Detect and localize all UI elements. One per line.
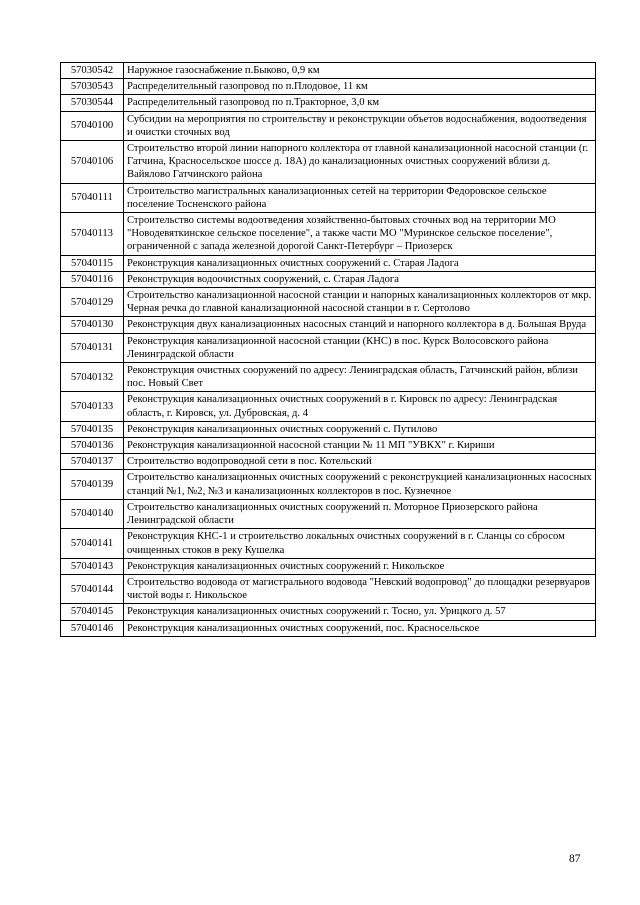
table-row xyxy=(61,255,596,271)
table-body xyxy=(61,63,596,637)
table-row xyxy=(61,421,596,437)
row-code: 57040141 xyxy=(61,529,124,558)
row-code: 57040139 xyxy=(61,470,124,499)
row-code: 57040131 xyxy=(61,333,124,362)
row-code: 57040140 xyxy=(61,499,124,528)
row-name: Строительство водопроводной сети в пос. Котельский xyxy=(124,454,596,470)
table-row xyxy=(61,288,596,317)
row-code: 57040133 xyxy=(61,392,124,421)
row-code: 57040143 xyxy=(61,558,124,574)
table-row xyxy=(61,271,596,287)
row-name: Реконструкция канализационных очистных сооружений, пос. Красносельское xyxy=(124,620,596,636)
row-code: 57040144 xyxy=(61,574,124,603)
table-row xyxy=(61,470,596,499)
row-code: 57040135 xyxy=(61,421,124,437)
table-row xyxy=(61,574,596,603)
table-row xyxy=(61,213,596,256)
row-name: Реконструкция водоочистных сооружений, с. Старая Ладога xyxy=(124,271,596,287)
table-row xyxy=(61,183,596,212)
row-name: Строительство водовода от магистрального водовода "Невский водопровод" до площадки резервуаров чистой воды г. Никольское xyxy=(124,574,596,603)
table-row xyxy=(61,111,596,140)
row-code: 57040132 xyxy=(61,363,124,392)
row-name: Реконструкция канализационных очистных сооружений с. Старая Ладога xyxy=(124,255,596,271)
table-row xyxy=(61,392,596,421)
row-code: 57030544 xyxy=(61,95,124,111)
row-name: Субсидии на мероприятия по строительству и реконструкции объетов водоснабжения, водоотведения и очистки сточных вод xyxy=(124,111,596,140)
row-code: 57040106 xyxy=(61,141,124,184)
row-name: Строительство системы водоотведения хозяйственно-бытовых сточных вод на территории МО "Новодевяткинское сельское поселение", а также части МО "Муринское сельское поселение", ограниченной с запада железной дорогой Санкт-Петербург – Приозерск xyxy=(124,213,596,256)
row-code: 57040116 xyxy=(61,271,124,287)
row-code: 57040137 xyxy=(61,454,124,470)
row-code: 57040111 xyxy=(61,183,124,212)
row-name: Наружное газоснабжение п.Быково, 0,9 км xyxy=(124,63,596,79)
table-row xyxy=(61,363,596,392)
row-name: Распределительный газопровод по п.Тракторное, 3,0 км xyxy=(124,95,596,111)
row-name: Реконструкция канализационной насосной станции № 11 МП "УВКХ" г. Кириши xyxy=(124,438,596,454)
table-row xyxy=(61,317,596,333)
row-code: 57030543 xyxy=(61,79,124,95)
row-code: 57040115 xyxy=(61,255,124,271)
row-name: Реконструкция двух канализационных насосных станций и напорного коллектора в д. Большая Вруда xyxy=(124,317,596,333)
row-name: Реконструкция канализационных очистных сооружений с. Путилово xyxy=(124,421,596,437)
row-name: Распределительный газопровод по п.Плодовое, 11 км xyxy=(124,79,596,95)
table-row xyxy=(61,438,596,454)
table-row xyxy=(61,79,596,95)
row-code: 57030542 xyxy=(61,63,124,79)
row-code: 57040129 xyxy=(61,288,124,317)
table-row xyxy=(61,620,596,636)
row-name: Строительство канализационных очистных сооружений с реконструкцией канализационных насосных станций №1, №2, №3 и канализационных коллекторов в пос. Кузнечное xyxy=(124,470,596,499)
budget-items-table xyxy=(60,62,596,637)
row-name: Реконструкция канализационной насосной станции (КНС) в пос. Курск Волосовского района Ленинградской области xyxy=(124,333,596,362)
row-name: Строительство магистральных канализационных сетей на территории Федоровское сельское поселение Тосненского района xyxy=(124,183,596,212)
table-row xyxy=(61,333,596,362)
table-row xyxy=(61,141,596,184)
table-row xyxy=(61,63,596,79)
table-row xyxy=(61,558,596,574)
row-code: 57040130 xyxy=(61,317,124,333)
row-name: Реконструкция КНС-1 и строительство локальных очистных сооружений в г. Сланцы со сбросом очищенных стоков в реку Кушелка xyxy=(124,529,596,558)
row-name: Строительство второй линии напорного коллектора от главной канализационной насосной станции (г. Гатчина, Красносельское шоссе д. 18А) до канализационных очистных сооружений вблизи д. Вайялово Гатчинского района xyxy=(124,141,596,184)
row-code: 57040136 xyxy=(61,438,124,454)
row-code: 57040100 xyxy=(61,111,124,140)
table-row xyxy=(61,454,596,470)
table-row xyxy=(61,529,596,558)
row-code: 57040146 xyxy=(61,620,124,636)
row-name: Строительство канализационной насосной станции и напорных канализационных коллекторов от мкр. Черная речка до главной канализационной насосной станции в г. Сертолово xyxy=(124,288,596,317)
table-row xyxy=(61,499,596,528)
page-number: 87 xyxy=(569,853,581,865)
row-code: 57040145 xyxy=(61,604,124,620)
row-name: Реконструкция канализационных очистных сооружений в г. Кировск по адресу: Ленинградская область, г. Кировск, ул. Дубровская, д. 4 xyxy=(124,392,596,421)
table-row xyxy=(61,95,596,111)
row-name: Реконструкция канализационных очистных сооружений г. Никольское xyxy=(124,558,596,574)
table-row xyxy=(61,604,596,620)
row-name: Строительство канализационных очистных сооружений п. Моторное Приозерского района Ленинградской области xyxy=(124,499,596,528)
row-name: Реконструкция канализационных очистных сооружений г. Тосно, ул. Урицкого д. 57 xyxy=(124,604,596,620)
row-code: 57040113 xyxy=(61,213,124,256)
row-name: Реконструкция очистных сооружений по адресу: Ленинградская область, Гатчинский район, вблизи пос. Новый Свет xyxy=(124,363,596,392)
